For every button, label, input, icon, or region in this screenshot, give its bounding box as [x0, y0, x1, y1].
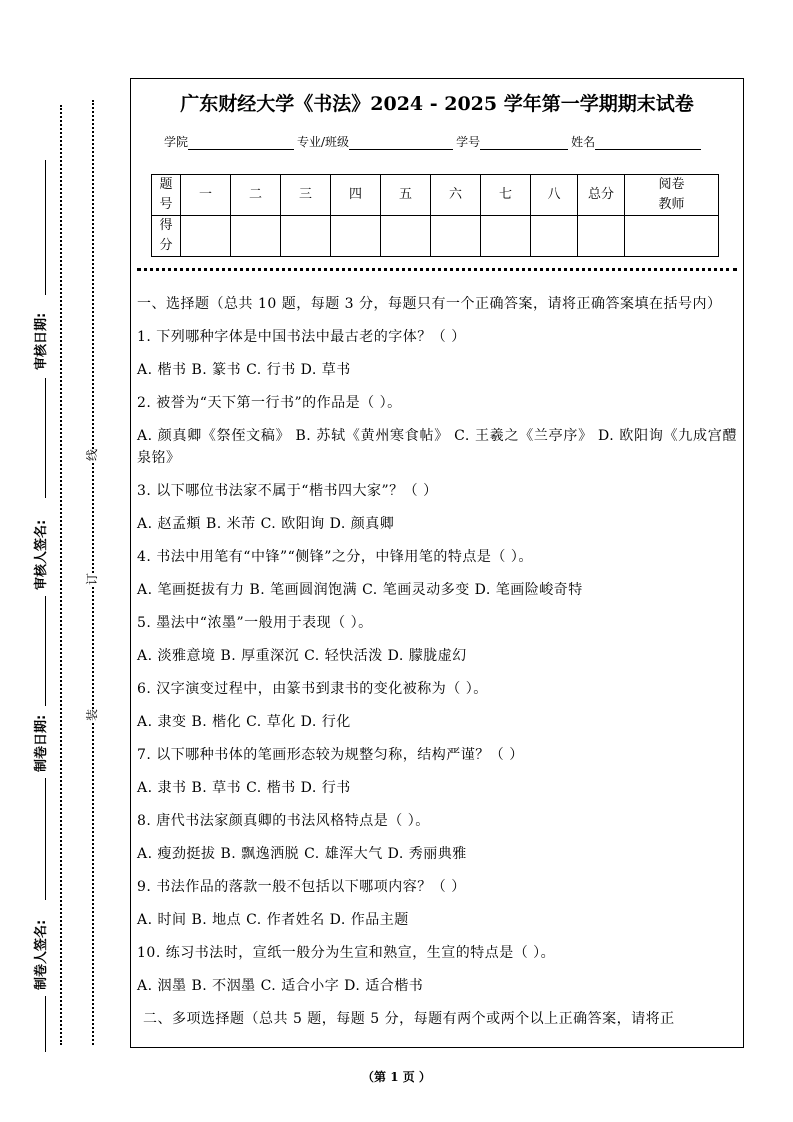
col-grader: 阅卷 教师	[625, 175, 719, 216]
score-label: 得 分	[152, 216, 181, 257]
student-info-row	[164, 133, 704, 150]
score-cell-4[interactable]	[331, 216, 381, 257]
col-7: 七	[481, 175, 531, 216]
question-6: 6. 汉字演变过程中，由篆书到隶书的变化被称为（ ）。	[137, 681, 488, 697]
exam-body	[137, 293, 737, 1041]
options-1: A. 楷书 B. 篆书 C. 行书 D. 草书	[137, 362, 351, 378]
exam-frame	[130, 78, 744, 1048]
name-field[interactable]	[595, 137, 701, 150]
college-label: 学院	[164, 135, 189, 149]
section2-heading: 二、多项选择题（总共 5 题，每题 5 分，每题有两个或两个以上正确答案，请将正	[143, 1011, 675, 1027]
reviewer-sign-label: 审核人签名:	[34, 519, 49, 590]
binding-char-zhuang: 装	[85, 708, 100, 722]
score-cell-grader[interactable]	[625, 216, 719, 257]
col-8: 八	[531, 175, 578, 216]
col-3: 三	[281, 175, 331, 216]
binding-fill-line-1	[45, 160, 46, 295]
review-date-label: 审核日期:	[34, 312, 49, 370]
college-field[interactable]	[188, 137, 294, 150]
binding-fill-line-2	[45, 378, 46, 498]
options-9: A. 时间 B. 地点 C. 作者姓名 D. 作品主题	[137, 912, 409, 928]
binding-fill-line-3	[45, 596, 46, 706]
maker-sign-label: 制卷人签名:	[34, 919, 49, 990]
options-3: A. 赵孟頫 B. 米芾 C. 欧阳询 D. 颜真卿	[137, 516, 395, 532]
question-7: 7. 以下哪种书体的笔画形态较为规整匀称，结构严谨？（ ）	[137, 747, 524, 763]
question-10: 10. 练习书法时，宣纸一般分为生宣和熟宣，生宣的特点是（ ）。	[137, 945, 556, 961]
name-label: 姓名	[571, 135, 596, 149]
question-1: 1. 下列哪种字体是中国书法中最古老的字体？（ ）	[137, 329, 466, 345]
col-4: 四	[331, 175, 381, 216]
question-4: 4. 书法中用笔有“中锋”“侧锋”之分，中锋用笔的特点是（ ）。	[137, 549, 533, 565]
binding-char-ding: 订	[85, 572, 100, 586]
score-table	[151, 174, 719, 257]
score-cell-1[interactable]	[181, 216, 231, 257]
col-2: 二	[231, 175, 281, 216]
score-cell-5[interactable]	[381, 216, 431, 257]
options-8: A. 瘦劲挺拔 B. 飘逸洒脱 C. 雄浑大气 D. 秀丽典雅	[137, 846, 467, 862]
student-id-label: 学号	[456, 135, 481, 149]
question-8: 8. 唐代书法家颜真卿的书法风格特点是（ ）。	[137, 813, 430, 829]
question-5: 5. 墨法中“浓墨”一般用于表现（ ）。	[137, 615, 373, 631]
major-field[interactable]	[349, 137, 453, 150]
score-table-score-row	[152, 216, 719, 257]
score-cell-8[interactable]	[531, 216, 578, 257]
col-5: 五	[381, 175, 431, 216]
options-7: A. 隶书 B. 草书 C. 楷书 D. 行书	[137, 780, 351, 796]
make-date-label: 制卷日期:	[34, 714, 49, 772]
section1-heading: 一、选择题（总共 10 题，每题 3 分，每题只有一个正确答案，请将正确答案填在括号内）	[137, 296, 722, 312]
col-6: 六	[431, 175, 481, 216]
question-3: 3. 以下哪位书法家不属于“楷书四大家”？（ ）	[137, 483, 438, 499]
score-cell-6[interactable]	[431, 216, 481, 257]
options-4: A. 笔画挺拔有力 B. 笔画圆润饱满 C. 笔画灵动多变 D. 笔画险峻奇特	[137, 582, 583, 598]
score-table-header-row	[152, 175, 719, 216]
binding-fill-line-5	[45, 996, 46, 1052]
binding-dotted-line	[60, 105, 62, 1045]
col-1: 一	[181, 175, 231, 216]
binding-char-line: 线	[85, 448, 100, 462]
question-2: 2. 被誉为“天下第一行书”的作品是（ ）。	[137, 395, 402, 411]
binding-fill-line-4	[45, 778, 46, 900]
exam-title: 广东财经大学《书法》2024 - 2025 学年第一学期期末试卷	[180, 93, 694, 115]
options-6: A. 隶变 B. 楷化 C. 草化 D. 行化	[137, 714, 351, 730]
options-10: A. 洇墨 B. 不洇墨 C. 适合小字 D. 适合楷书	[137, 978, 424, 994]
section-separator	[137, 268, 737, 271]
page-number: （第 1 页 ）	[362, 1070, 431, 1084]
options-5: A. 淡雅意境 B. 厚重深沉 C. 轻快活泼 D. 朦胧虚幻	[137, 648, 467, 664]
options-2: A. 颜真卿《祭侄文稿》 B. 苏轼《黄州寒食帖》 C. 王羲之《兰亭序》 D. 欧阳询《九成宫醴泉铭》	[137, 428, 737, 466]
student-id-field[interactable]	[480, 137, 568, 150]
question-9: 9. 书法作品的落款一般不包括以下哪项内容？（ ）	[137, 879, 466, 895]
score-cell-3[interactable]	[281, 216, 331, 257]
score-cell-2[interactable]	[231, 216, 281, 257]
score-cell-total[interactable]	[578, 216, 625, 257]
score-cell-7[interactable]	[481, 216, 531, 257]
col-total: 总分	[578, 175, 625, 216]
question-number-label: 题 号	[152, 175, 181, 216]
major-label: 专业/班级	[297, 135, 350, 149]
